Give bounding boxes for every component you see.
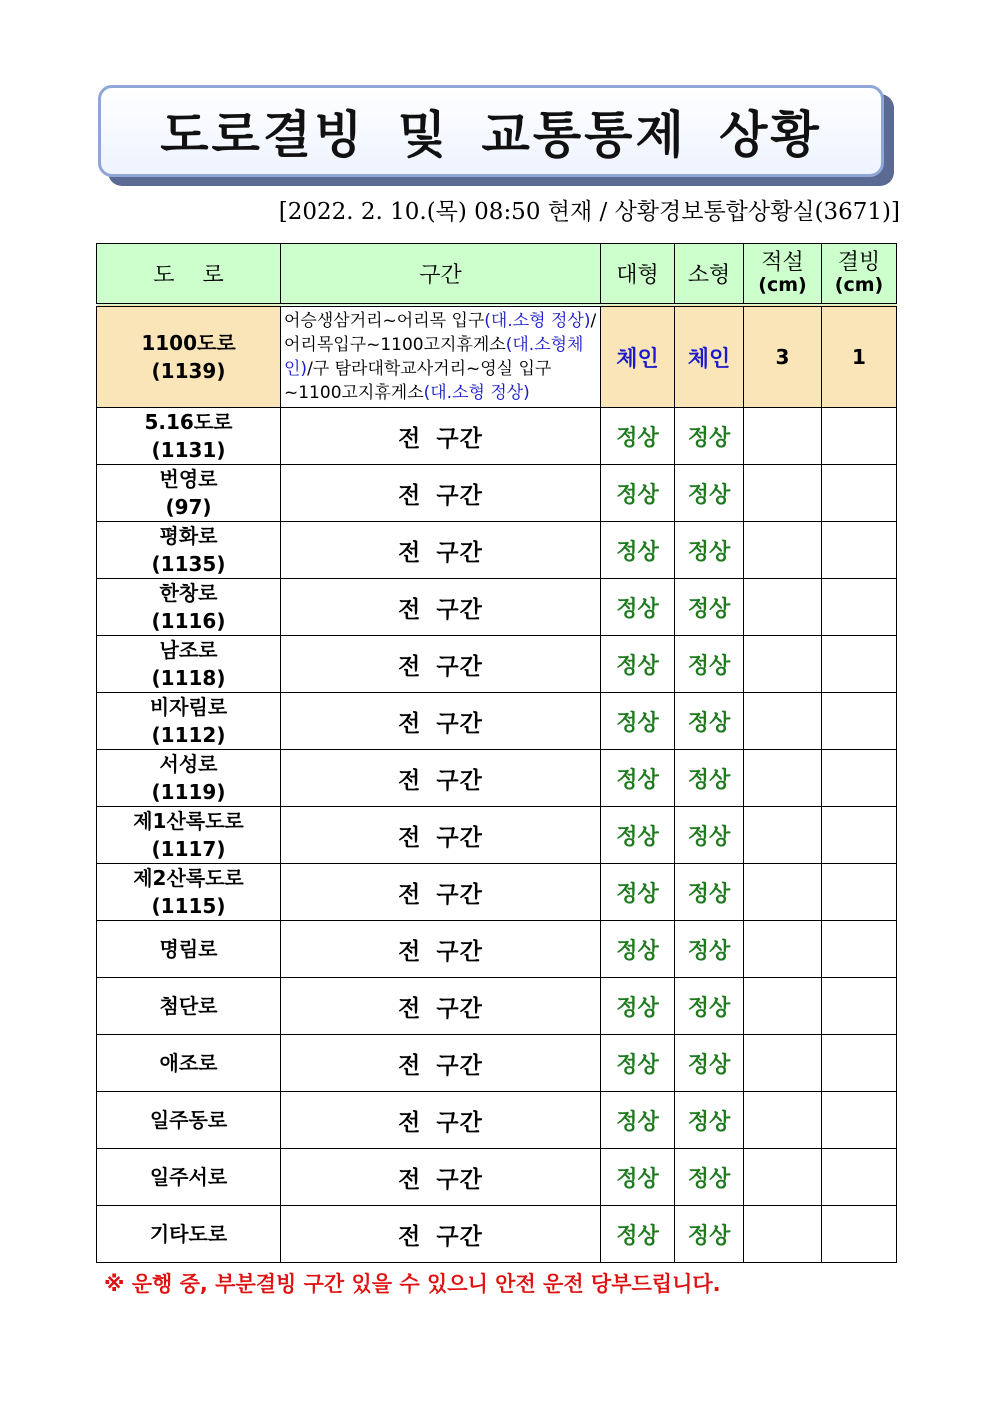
small-vehicle-status: 정상 (675, 1035, 744, 1092)
small-vehicle-status: 정상 (675, 522, 744, 579)
small-vehicle-status: 정상 (675, 750, 744, 807)
ice-depth-value (822, 1035, 897, 1092)
snow-depth-value (744, 408, 822, 465)
snow-depth-value (744, 864, 822, 921)
road-status-table (96, 243, 897, 1263)
section-cell: 전 구간 (281, 978, 601, 1035)
road-name-cell: 기타도로 (97, 1206, 281, 1263)
snow-depth-value (744, 807, 822, 864)
section-cell: 전 구간 (281, 465, 601, 522)
road-name-cell: 일주서로 (97, 1149, 281, 1206)
snow-depth-value (744, 579, 822, 636)
section-cell: 전 구간 (281, 1035, 601, 1092)
large-vehicle-status: 정상 (601, 864, 675, 921)
ice-depth-value (822, 693, 897, 750)
title-box (98, 85, 884, 177)
table-row (97, 750, 897, 807)
section-cell: 전 구간 (281, 579, 601, 636)
road-name-cell: 남조로 (1118) (97, 636, 281, 693)
section-cell: 전 구간 (281, 408, 601, 465)
small-vehicle-status: 정상 (675, 1092, 744, 1149)
table-row (97, 408, 897, 465)
table-row (97, 1206, 897, 1263)
ice-depth-value (822, 1092, 897, 1149)
snow-depth-value (744, 636, 822, 693)
large-vehicle-status: 정상 (601, 978, 675, 1035)
road-name-cell: 서성로 (1119) (97, 750, 281, 807)
section-cell: 전 구간 (281, 1092, 601, 1149)
table-row (97, 636, 897, 693)
snow-depth-value (744, 921, 822, 978)
header-section: 구간 (281, 244, 601, 306)
snow-depth-value (744, 465, 822, 522)
snow-depth-value (744, 693, 822, 750)
large-vehicle-status: 정상 (601, 750, 675, 807)
snow-depth-value (744, 1035, 822, 1092)
section-cell: 전 구간 (281, 807, 601, 864)
table-header-row (97, 244, 897, 306)
small-vehicle-status: 정상 (675, 693, 744, 750)
section-cell: 전 구간 (281, 693, 601, 750)
header-snow-depth: 적설 (cm) (744, 244, 822, 306)
header-road: 도 로 (97, 244, 281, 306)
page-title: 도로결빙 및 교통통제 상황 (160, 106, 822, 164)
road-name-cell: 비자림로 (1112) (97, 693, 281, 750)
road-name-cell: 제2산록도로 (1115) (97, 864, 281, 921)
large-vehicle-status: 정상 (601, 921, 675, 978)
table-row (97, 807, 897, 864)
snow-depth-value (744, 1149, 822, 1206)
table-row (97, 978, 897, 1035)
safety-note: ※ 운행 중, 부분결빙 구간 있을 수 있으니 안전 운전 당부드립니다. (104, 1272, 721, 1296)
large-vehicle-status: 정상 (601, 465, 675, 522)
small-vehicle-status: 체인 (675, 305, 744, 408)
ice-depth-value (822, 1149, 897, 1206)
large-vehicle-status: 정상 (601, 1206, 675, 1263)
large-vehicle-status: 체인 (601, 305, 675, 408)
road-name-cell: 번영로 (97) (97, 465, 281, 522)
small-vehicle-status: 정상 (675, 579, 744, 636)
large-vehicle-status: 정상 (601, 1092, 675, 1149)
small-vehicle-status: 정상 (675, 1206, 744, 1263)
ice-depth-value (822, 465, 897, 522)
road-name-cell: 명림로 (97, 921, 281, 978)
road-name-cell: 일주동로 (97, 1092, 281, 1149)
ice-depth-value (822, 750, 897, 807)
road-name-cell: 첨단로 (97, 978, 281, 1035)
large-vehicle-status: 정상 (601, 693, 675, 750)
snow-depth-value (744, 522, 822, 579)
snow-depth-value (744, 978, 822, 1035)
ice-depth-value (822, 921, 897, 978)
table-row (97, 1149, 897, 1206)
ice-depth-value (822, 1206, 897, 1263)
road-name-cell: 1100도로 (1139) (97, 305, 281, 408)
section-cell: 전 구간 (281, 864, 601, 921)
large-vehicle-status: 정상 (601, 579, 675, 636)
header-small-vehicle: 소형 (675, 244, 744, 306)
small-vehicle-status: 정상 (675, 408, 744, 465)
large-vehicle-status: 정상 (601, 636, 675, 693)
snow-depth-value (744, 750, 822, 807)
table-row (97, 465, 897, 522)
table-row-highlight (97, 305, 897, 408)
section-description: 어승생삼거리~어리목 입구(대.소형 정상)/어리목입구~1100고지휴게소(대.소형체인)/구 탐라대학교사거리~영실 입구~1100고지휴게소(대.소형 정상) (281, 305, 601, 408)
table-row (97, 1035, 897, 1092)
large-vehicle-status: 정상 (601, 522, 675, 579)
report-timestamp: [2022. 2. 10.(목) 08:50 현재 / 상황경보통합상황실(3671)] (278, 199, 900, 225)
large-vehicle-status: 정상 (601, 807, 675, 864)
road-name-cell: 애조로 (97, 1035, 281, 1092)
table-row (97, 921, 897, 978)
table-row (97, 864, 897, 921)
small-vehicle-status: 정상 (675, 921, 744, 978)
small-vehicle-status: 정상 (675, 636, 744, 693)
table-row (97, 1092, 897, 1149)
small-vehicle-status: 정상 (675, 1149, 744, 1206)
section-cell: 전 구간 (281, 921, 601, 978)
small-vehicle-status: 정상 (675, 807, 744, 864)
road-name-cell: 평화로 (1135) (97, 522, 281, 579)
road-name-cell: 5.16도로 (1131) (97, 408, 281, 465)
small-vehicle-status: 정상 (675, 465, 744, 522)
table-row (97, 579, 897, 636)
ice-depth-value (822, 864, 897, 921)
section-cell: 전 구간 (281, 522, 601, 579)
ice-depth-value (822, 579, 897, 636)
road-name-cell: 제1산록도로 (1117) (97, 807, 281, 864)
snow-depth-value (744, 1092, 822, 1149)
ice-depth-value (822, 522, 897, 579)
section-cell: 전 구간 (281, 750, 601, 807)
small-vehicle-status: 정상 (675, 864, 744, 921)
road-name-cell: 한창로 (1116) (97, 579, 281, 636)
section-cell: 전 구간 (281, 1206, 601, 1263)
large-vehicle-status: 정상 (601, 1035, 675, 1092)
large-vehicle-status: 정상 (601, 1149, 675, 1206)
section-cell: 전 구간 (281, 1149, 601, 1206)
header-large-vehicle: 대형 (601, 244, 675, 306)
ice-depth-value: 1 (822, 305, 897, 408)
small-vehicle-status: 정상 (675, 978, 744, 1035)
header-ice-depth: 결빙 (cm) (822, 244, 897, 306)
ice-depth-value (822, 978, 897, 1035)
snow-depth-value: 3 (744, 305, 822, 408)
large-vehicle-status: 정상 (601, 408, 675, 465)
section-cell: 전 구간 (281, 636, 601, 693)
ice-depth-value (822, 807, 897, 864)
ice-depth-value (822, 636, 897, 693)
table-row (97, 522, 897, 579)
table-row (97, 693, 897, 750)
ice-depth-value (822, 408, 897, 465)
snow-depth-value (744, 1206, 822, 1263)
